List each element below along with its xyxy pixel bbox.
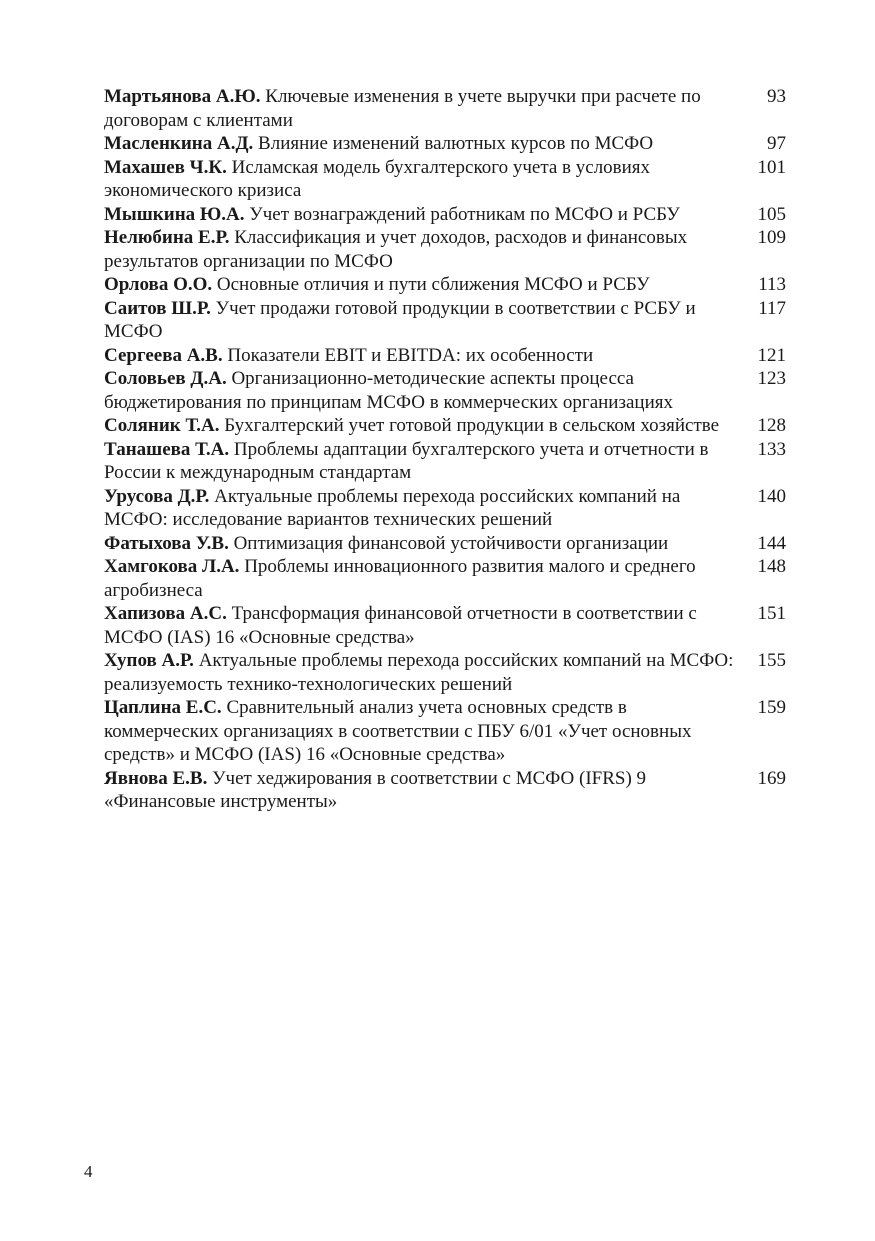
toc-entry-text <box>104 485 736 532</box>
toc-entry <box>104 367 786 414</box>
toc-entry-text <box>104 203 736 227</box>
toc-entry-title: Показатели EBIT и EBITDA: их особенности <box>227 344 594 366</box>
toc-entry-author: Мышкина Ю.А. <box>104 203 245 225</box>
toc-entry-title: Основные отличия и пути сближения МСФО и РСБУ <box>216 274 650 295</box>
toc-entry-title: Исламская модель бухгалтерского учета в условиях экономического кризиса <box>104 156 651 201</box>
toc-entry-page: 144 <box>757 532 786 554</box>
toc-entry-title: Ключевые изменения в учете выручки при расчете по договорам с клиентами <box>104 86 701 131</box>
toc-entry-page: 159 <box>757 697 786 718</box>
toc-entry-author: Соловьев Д.А. <box>104 368 227 389</box>
toc-entry-text <box>104 696 736 767</box>
toc-entry-title: Сравнительный анализ учета основных средств в коммерческих организациях в соответствии с ПБУ 6/01 «Учет основных средств» и МСФО (IAS) 16 «Основные средства» <box>104 697 692 765</box>
toc-entry-author: Масленкина А.Д. <box>104 133 254 154</box>
toc-entry <box>104 273 786 297</box>
toc-entry-author: Явнова Е.В. <box>104 767 208 789</box>
toc-entry-author: Орлова О.О. <box>104 274 213 295</box>
toc-entry <box>104 767 786 814</box>
page-number: 4 <box>84 1162 93 1181</box>
toc-entry-author: Хамгокова Л.А. <box>104 556 240 577</box>
toc-entry-page: 109 <box>757 227 786 248</box>
toc-entry <box>104 344 786 368</box>
toc-entry-page: 151 <box>757 603 786 624</box>
toc-entry-text <box>104 555 736 602</box>
toc-entry-title: Проблемы инновационного развития малого и среднего агробизнеса <box>104 556 696 601</box>
toc-entry <box>104 203 786 227</box>
toc-entry-author: Цаплина Е.С. <box>104 697 222 718</box>
toc-entry-text <box>104 767 736 814</box>
toc-entry-author: Хапизова А.С. <box>104 603 227 624</box>
toc-entry <box>104 532 786 556</box>
toc-entry-title: Учет вознаграждений работникам по МСФО и РСБУ <box>249 203 680 225</box>
toc-entry-text <box>104 649 736 696</box>
toc-entry <box>104 696 786 767</box>
toc-entry-page: 105 <box>757 203 786 225</box>
toc-entry-title: Учет продажи готовой продукции в соответствии с РСБУ и МСФО <box>104 297 696 342</box>
toc-entry-title: Актуальные проблемы перехода российских компаний на МСФО: исследование вариантов технических решений <box>104 485 681 530</box>
toc-entry <box>104 602 786 649</box>
toc-entry-page: 155 <box>757 650 786 671</box>
toc-entry-page: 123 <box>757 368 786 389</box>
toc-entry-page: 148 <box>757 556 786 577</box>
toc-entry-page: 117 <box>758 297 786 319</box>
toc-entry <box>104 85 786 132</box>
toc-entry-author: Соляник Т.А. <box>104 415 220 436</box>
toc-entry-title: Трансформация финансовой отчетности в соответствии с МСФО (IAS) 16 «Основные средства» <box>104 603 697 648</box>
toc-entry-author: Урусова Д.Р. <box>104 485 210 507</box>
toc-entry-author: Сергеева А.В. <box>104 344 223 366</box>
toc-entry-page: 113 <box>758 274 786 295</box>
toc-entry-page: 121 <box>757 344 786 366</box>
toc-entry-page: 128 <box>757 415 786 436</box>
toc-entry-title: Оптимизация финансовой устойчивости организации <box>233 532 669 554</box>
toc-entry-title: Влияние изменений валютных курсов по МСФО <box>258 133 654 154</box>
toc-entry-text <box>104 297 736 344</box>
table-of-contents <box>104 85 786 814</box>
toc-entry-title: Проблемы адаптации бухгалтерского учета и отчетности в России к международным стандартам <box>104 438 709 483</box>
toc-entry <box>104 485 786 532</box>
toc-entry-title: Учет хеджирования в соответствии с МСФО (IFRS) 9 «Финансовые инструменты» <box>104 767 647 812</box>
toc-entry-text <box>104 226 736 273</box>
toc-entry-page: 133 <box>757 438 786 460</box>
toc-entry-page: 101 <box>757 156 786 178</box>
toc-entry-title: Актуальные проблемы перехода российских компаний на МСФО: реализуемость технико-технологических решений <box>104 650 734 695</box>
toc-entry-text <box>104 273 736 297</box>
toc-entry-author: Махашев Ч.К. <box>104 156 227 178</box>
toc-entry-page: 140 <box>757 485 786 507</box>
toc-entry-page: 93 <box>767 86 786 107</box>
toc-entry-author: Танашева Т.А. <box>104 438 230 460</box>
toc-entry-text <box>104 344 736 368</box>
toc-entry-text <box>104 156 736 203</box>
toc-entry-text <box>104 602 736 649</box>
toc-entry-author: Мартьянова А.Ю. <box>104 86 261 107</box>
toc-entry-text <box>104 438 736 485</box>
toc-entry-title: Классификация и учет доходов, расходов и финансовых результатов организации по МСФО <box>104 227 688 272</box>
toc-entry <box>104 438 786 485</box>
toc-entry-page: 169 <box>757 767 786 789</box>
toc-entry-text <box>104 532 736 556</box>
toc-entry <box>104 132 786 156</box>
toc-entry-title: Бухгалтерский учет готовой продукции в сельском хозяйстве <box>224 415 720 436</box>
toc-entry <box>104 555 786 602</box>
toc-entry <box>104 226 786 273</box>
toc-entry-title: Организационно-методические аспекты процесса бюджетирования по принципам МСФО в коммерческих организациях <box>104 368 673 413</box>
toc-entry-author: Саитов Ш.Р. <box>104 297 211 319</box>
toc-entry-page: 97 <box>767 133 786 154</box>
toc-entry-text <box>104 367 736 414</box>
toc-entry <box>104 414 786 438</box>
toc-entry <box>104 649 786 696</box>
toc-entry-author: Фатыхова У.В. <box>104 532 229 554</box>
toc-entry-author: Нелюбина Е.Р. <box>104 227 230 248</box>
toc-entry-text <box>104 414 736 438</box>
toc-entry <box>104 297 786 344</box>
toc-entry <box>104 156 786 203</box>
toc-entry-author: Хупов А.Р. <box>104 650 194 671</box>
toc-entry-text <box>104 132 736 156</box>
toc-entry-text <box>104 85 736 132</box>
